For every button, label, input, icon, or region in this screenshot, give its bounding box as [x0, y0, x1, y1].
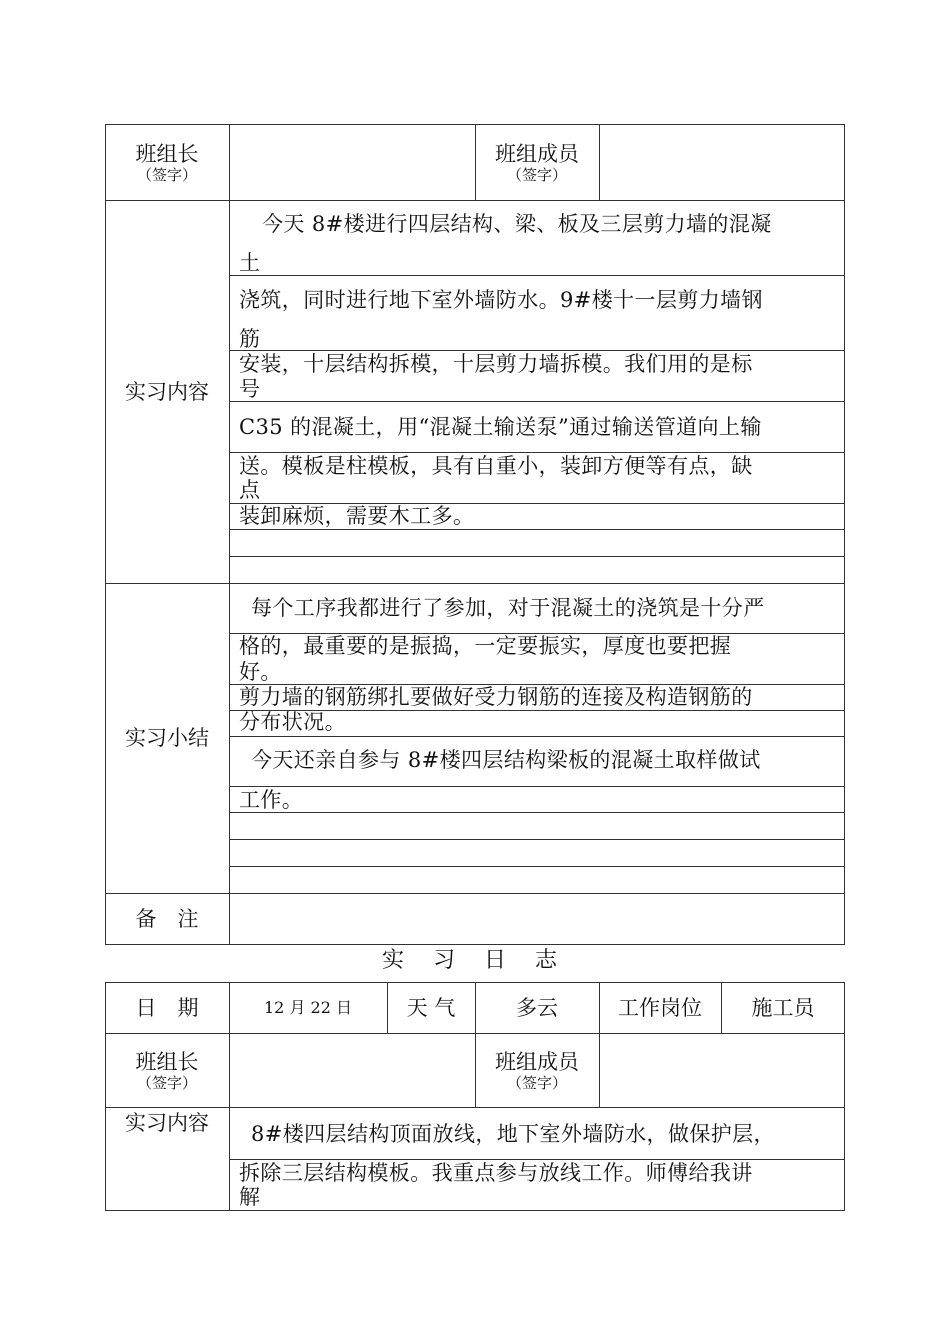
content-line: 浇筑，同时进行地下室外墙防水。9#楼十一层剪力墙钢 [239, 288, 763, 312]
team-leader-cell [105, 124, 229, 201]
team-members-signature-field[interactable] [600, 1034, 844, 1107]
weather-label: 天 气 [406, 996, 456, 1020]
summary-line: 每个工序我都进行了参加，对于混凝土的浇筑是十分严 [251, 596, 765, 620]
ruled-line [229, 529, 845, 530]
content-line: 今天 8#楼进行四层结构、梁、板及三层剪力墙的混凝 [262, 212, 772, 236]
content-label: 实习内容 [125, 379, 209, 404]
ruled-line [229, 736, 845, 737]
ruled-line [229, 452, 845, 453]
content-line: 号 [239, 377, 261, 401]
content-label-cell [105, 200, 229, 583]
team-leader-signature-field[interactable] [230, 125, 475, 200]
content-label-cell [105, 1108, 229, 1138]
signature-note: （签字） [136, 1073, 197, 1092]
team-members-label: 班组成员 [495, 141, 579, 166]
ruled-line [229, 401, 845, 402]
content-line: 土 [239, 251, 261, 275]
weather-value: 多云 [516, 996, 558, 1020]
weather-label-cell [387, 982, 475, 1034]
ruled-line [229, 839, 845, 840]
summary-line: 剪力墙的钢筋绑扎要做好受力钢筋的连接及构造钢筋的 [239, 685, 753, 709]
signature-note: （签字） [136, 165, 197, 184]
content-line: 筋 [239, 327, 261, 351]
summary-line: 今天还亲自参与 8#楼四层结构梁板的混凝土取样做试 [251, 748, 761, 772]
date-label-cell [105, 982, 229, 1034]
date-value: 12 月 22 日 [264, 998, 352, 1017]
post-label: 工作岗位 [618, 996, 702, 1020]
content-line: 装卸麻烦，需要木工多。 [239, 504, 475, 528]
summary-line: 工作。 [239, 788, 304, 812]
weather-value-cell [475, 982, 599, 1034]
date-label: 日 期 [135, 996, 199, 1020]
content-line: 拆除三层结构模板。我重点参与放线工作。师傅给我讲 [239, 1161, 753, 1185]
summary-label-cell [105, 583, 229, 893]
remarks-label: 备 注 [135, 907, 199, 931]
ruled-line [229, 1159, 845, 1160]
summary-line: 分布状况。 [239, 710, 346, 734]
column-divider [229, 124, 230, 945]
team-members-label: 班组成员 [495, 1049, 579, 1074]
signature-note: （签字） [506, 1073, 567, 1092]
remarks-field[interactable] [230, 894, 844, 944]
ruled-line [229, 866, 845, 867]
content-line: 安装，十层结构拆模，十层剪力墙拆模。我们用的是标 [239, 352, 753, 376]
content-line: C35 的混凝土，用“混凝土输送泵”通过输送管道向上输 [239, 415, 762, 439]
summary-line: 好。 [239, 660, 282, 684]
content-line: 送。模板是柱模板，具有自重小，装卸方便等有点，缺 [239, 454, 753, 478]
team-members-cell [475, 124, 599, 201]
post-value: 施工员 [751, 996, 815, 1020]
summary-line: 格的，最重要的是振捣，一定要振实，厚度也要把握 [239, 634, 732, 658]
team-members-cell [475, 1033, 599, 1108]
ruled-line [229, 556, 845, 557]
team-leader-cell [105, 1033, 229, 1108]
ruled-line [229, 786, 845, 787]
content-line: 解 [239, 1185, 261, 1209]
content-line: 8#楼四层结构顶面放线，地下室外墙防水，做保护层， [251, 1122, 775, 1146]
content-line: 点 [239, 478, 261, 502]
team-leader-label: 班组长 [135, 141, 199, 166]
post-label-cell [599, 982, 721, 1034]
log-title: 实 习 日 志 [382, 948, 568, 973]
team-members-signature-field[interactable] [600, 125, 844, 200]
summary-label: 实习小结 [125, 726, 209, 750]
content-label: 实习内容 [125, 1111, 209, 1135]
remarks-label-cell [105, 893, 229, 945]
date-value-cell [229, 982, 387, 1034]
team-leader-label: 班组长 [135, 1049, 199, 1074]
post-value-cell [721, 982, 845, 1034]
signature-note: （签字） [506, 165, 567, 184]
team-leader-signature-field[interactable] [230, 1034, 475, 1107]
